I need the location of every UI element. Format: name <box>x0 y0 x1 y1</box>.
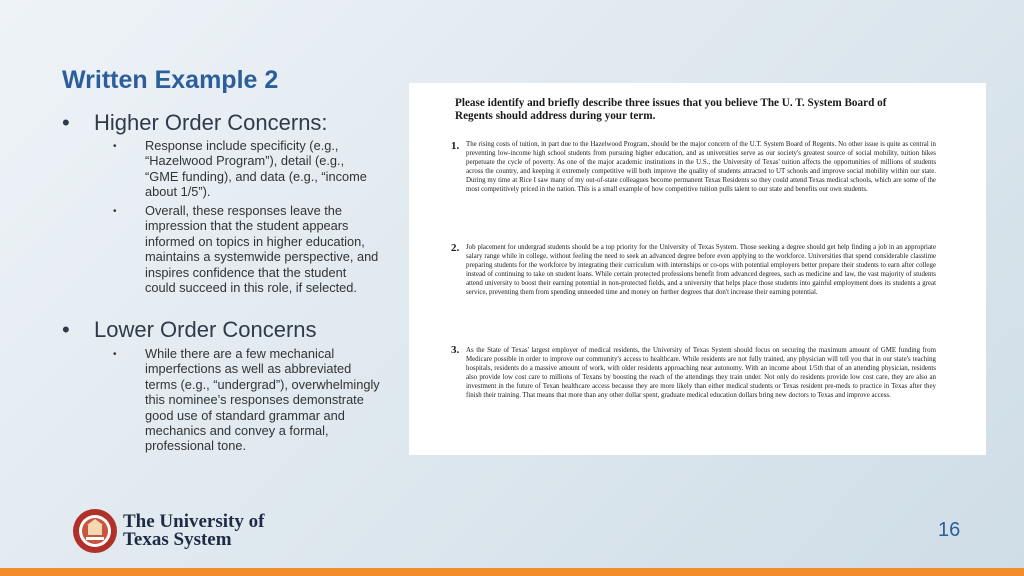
answer-2-text: Job placement for undergrad students should be a top priority for the University of Texas System. Those seeking a degree should get help finding a job in an appropriate salary range while in college, without feeling the need to seek an advanced degree before even applying to the workforce. Universities that spend considerable classtime preparing students for the workforce by integrating their curriculum with internships or co-ops with potential employers better prepare their students to earn after college instead of continuing to take on student loans. While certain protected professions benefit from advanced degrees, such as medicine and law, the vast majority of students attend university to boost their earning potential in non-protected fields, and a university that helps place those students into gainful employment does its students a great service, preventing them from spending unneeded time and money on further degrees that don't increase their earning potential. <box>466 244 936 296</box>
bullet-icon: • <box>62 110 70 135</box>
answer-2-number: 2. <box>451 242 460 254</box>
higher-order-heading-text: Higher Order Concerns: <box>94 110 328 135</box>
higher-bullet-2-text: Overall, these responses leave the impression that the student appears informed on topics in higher education, maintains a systemwide perspective, and inspires confidence that the student could succeed in this role, if selected. <box>145 203 379 296</box>
bullet-icon: • <box>62 317 70 342</box>
answer-3-number: 3. <box>451 344 460 356</box>
answer-1-text: The rising costs of tuition, in part due to the Hazelwood Program, should be the major concern of the U.T. System Board of Regents. No other issue is quite as central in preventing low-income high school students from pursuing higher education, and as universities serve as our society's greatest source of social mobility, tuition hikes perpetuate the cycle of poverty. As one of the major academic institutions in the U.S., the University of Texas' tuition affects the opportunities of millions of students across the country, and keeping it extremely competitive will both improve the quality of students attracted to UT schools and improve social mobility within our state. During my time at Rice I saw many of my out-of-state colleagues become permanent Texas Residents so they could attend Texas medical schools, which are some of the most competitively priced in the nation. This is a small example of how competitive tuition pulls talent to our state and benefits our own students. <box>466 141 936 193</box>
answer-3-text: As the State of Texas' largest employer of medical residents, the University of Texas System should focus on securing the maximum amount of GME funding from Medicare possible in order to improve our community's access to healthcare. While residents are not fully trained, any physician will tell you that in our state's teaching hospitals, residents do a massive amount of work, with older residents approaching near autonomy. With an income about 1/5th that of an attending physician, residents also provide low cost care to millions of Texans by boosting the reach of the attendings they train under. Not only do residents provide low cost care, they are also an investment in the future of Texan healthcare access because they are more likely than either medical students or Texas resident pre-meds to practice in Texas after they finish their training. That means that more than any other dollar spent, graduate medical education dollars bring new doctors to Texas and improve access. <box>466 347 936 399</box>
slide-title: Written Example 2 <box>62 66 279 94</box>
higher-order-heading <box>62 110 328 136</box>
nominee-response-document <box>409 83 986 455</box>
sub-bullet-icon: • <box>113 349 117 360</box>
higher-bullet-1 <box>113 138 380 200</box>
wordmark-line-1: The University of <box>123 511 265 532</box>
lower-bullet-1-text: While there are a few mechanical imperfections as well as abbreviated terms (e.g., “undergrad”), overwhelmingly this nominee’s responses demonstrate good use of standard grammar and mechanics and convey a formal, professional tone. <box>145 346 380 454</box>
higher-bullet-1-text: Response include specificity (e.g., “Hazelwood Program”), detail (e.g., “GME funding), and data (e.g., “income about 1/5”). <box>145 138 367 200</box>
university-wordmark <box>123 513 264 549</box>
university-seal-icon <box>72 508 118 554</box>
accent-bar <box>0 568 1024 576</box>
document-prompt: Please identify and briefly describe three issues that you believe The U. T. System Board of Regents should address during your term. <box>455 97 887 122</box>
answer-1-number: 1. <box>451 140 460 152</box>
lower-bullet-1 <box>113 346 380 454</box>
higher-bullet-2 <box>113 203 380 295</box>
lower-order-heading <box>62 317 317 343</box>
wordmark-line-2: Texas System <box>123 529 232 550</box>
page-number: 16 <box>938 519 961 541</box>
sub-bullet-icon: • <box>113 141 117 152</box>
sub-bullet-icon: • <box>113 206 117 217</box>
lower-order-heading-text: Lower Order Concerns <box>94 317 317 342</box>
